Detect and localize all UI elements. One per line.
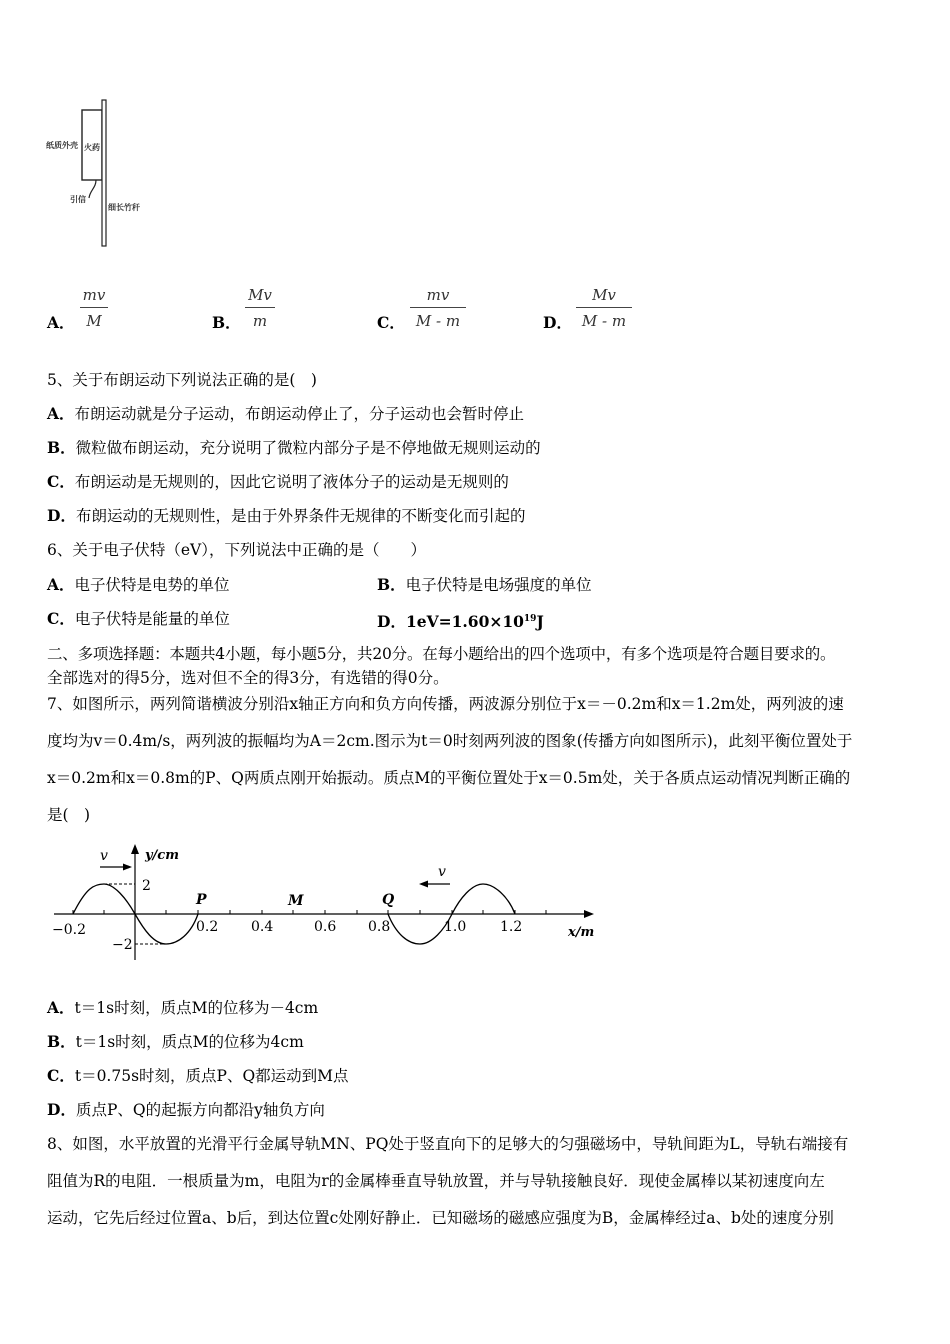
denominator: M - m [415,312,461,330]
q5-option-d [47,506,525,526]
amp-neg-label: −2 [112,937,133,953]
amp-pos-label: 2 [142,878,151,894]
option-text: 微粒做布朗运动，充分说明了微粒内部分子是不停地做无规则运动的 [75,439,541,457]
q6-option-c [47,609,230,629]
tick-label-06: 0.6 [314,919,337,935]
tick-label-02: 0.2 [196,919,219,935]
numerator: mv [426,286,450,304]
q7-line3: x＝0.2m和x＝0.8m的P、Q两质点刚开始振动。质点M的平衡位置处于x＝0.5m处，关于各质点运动情况判断正确的 [47,769,851,787]
option-text: t＝1s时刻，质点M的位移为4cm [75,1033,304,1051]
option-text: t＝0.75s时刻，质点P、Q都运动到M点 [74,1067,349,1085]
q4-option-c-fraction [410,286,466,330]
q4-option-c-label: C． [377,313,405,332]
option-label: A． [47,575,75,594]
wave-diagram [46,838,606,973]
q4-option-a-label: A． [47,313,75,332]
q4-option-a-fraction [80,286,108,330]
option-text: 电子伏特是能量的单位 [74,610,230,628]
shell-label: 纸质外壳 [46,141,78,150]
numerator: mv [82,286,106,304]
option-text: 电子伏特是电势的单位 [74,576,230,594]
rocket-diagram [44,98,154,248]
option-label: D． [47,1100,76,1119]
fraction-bar [80,307,108,308]
v-right-arrowhead [419,881,428,888]
y-axis-arrow [131,844,139,854]
fraction-bar [576,307,632,308]
denominator: m [252,312,268,330]
q7-option-d [47,1100,325,1120]
q7-option-a [47,998,318,1018]
x-axis-arrow [584,910,594,918]
q5-option-a [47,404,524,424]
wave-figure [46,838,606,973]
tick-label-neg02: −0.2 [52,922,86,938]
q5-option-b [47,438,541,458]
point-m-label: M [288,893,304,909]
q5-option-c [47,472,509,492]
q6-option-a [47,575,230,595]
q6-stem: 6、关于电子伏特（eV），下列说法中正确的是（ ） [47,541,426,559]
option-unit: J [536,612,544,632]
option-label: C． [47,1066,75,1085]
q8-line2: 阻值为R的电阻．一根质量为m，电阻为r的金属棒垂直导轨放置，并与导轨接触良好．现使金属棒以某初速度向左 [47,1172,825,1190]
option-label: D． [377,612,406,632]
point-q-label: Q [382,892,395,908]
numerator: Mv [248,286,272,304]
stick-label: 细长竹秆 [108,203,140,212]
q4-option-b-fraction [245,286,275,330]
option-label: B． [47,438,76,457]
fuse-label: 引信 [70,195,86,204]
q4-option-b-label: B． [212,313,241,332]
option-exponent: 19 [523,614,537,624]
option-label: B． [377,575,406,594]
option-text: 布朗运动是无规则的，因此它说明了液体分子的运动是无规则的 [74,473,509,491]
q5-stem: 5、关于布朗运动下列说法正确的是( ) [47,371,317,389]
denominator: M - m [581,312,627,330]
q4-option-d-label: D． [543,313,572,332]
section2-line1: 二、多项选择题：本题共4小题，每小题5分，共20分。在每小题给出的四个选项中，有多个选项是符合题目要求的。 [47,645,836,663]
tick-label-08: 0.8 [368,919,391,935]
option-text: 布朗运动的无规则性，是由于外界条件无规律的不断变化而引起的 [75,507,526,525]
denominator: M [86,312,102,330]
q7-option-c [47,1066,349,1086]
option-label: A． [47,404,75,423]
x-axis-label: x/m [568,925,595,940]
fraction-bar [410,307,466,308]
y-axis-label: y/cm [145,848,179,863]
q7-line4: 是( ) [47,806,91,824]
q8-line1: 8、如图，水平放置的光滑平行金属导轨MN、PQ处于竖直向下的足够大的匀强磁场中，导轨间距为L，导轨右端接有 [47,1135,849,1153]
option-label: D． [47,506,76,525]
q6-option-b [377,575,592,595]
rocket-figure [44,98,154,248]
option-text: 布朗运动就是分子运动，布朗运动停止了，分子运动也会暂时停止 [74,405,525,423]
q6-option-d [377,609,544,632]
option-text: 质点P、Q的起振方向都沿y轴负方向 [75,1101,325,1119]
option-label: B． [47,1032,76,1051]
option-text: 电子伏特是电场强度的单位 [405,576,592,594]
v-left-label: v [100,848,108,864]
powder-label: 火药 [84,143,100,152]
option-text: t＝1s时刻，质点M的位移为－4cm [74,999,319,1017]
section2-line2: 全部选对的得5分，选对但不全的得3分，有选错的得0分。 [47,669,449,687]
option-label: C． [47,472,75,491]
numerator: Mv [592,286,616,304]
option-text: 1eV=1.60×10 [405,612,524,632]
v-right-label: v [438,864,446,880]
q8-line3: 运动，它先后经过位置a、b后，到达位置c处刚好静止．已知磁场的磁感应强度为B，金属棒经过a、b处的速度分别 [47,1209,834,1227]
tick-label-10: 1.0 [444,919,467,935]
q7-line2: 度均为v＝0.4m/s，两列波的振幅均为A＝2cm.图示为t＝0时刻两列波的图象(传播方向如图所示)，此刻平衡位置处于 [47,732,853,750]
q7-option-b [47,1032,304,1052]
tick-label-04: 0.4 [251,919,274,935]
point-p-label: P [196,892,207,908]
q7-line1: 7、如图所示，两列简谐横波分别沿x轴正方向和负方向传播，两波源分别位于x＝－0.2m和x＝1.2m处，两列波的速 [47,695,844,713]
fraction-bar [245,307,275,308]
rocket-fuse [89,180,96,198]
q4-option-d-fraction [576,286,632,330]
rocket-stick [102,100,106,246]
option-label: A． [47,998,75,1017]
tick-label-12: 1.2 [500,919,523,935]
v-left-arrowhead [123,864,132,871]
option-label: C． [47,609,75,628]
